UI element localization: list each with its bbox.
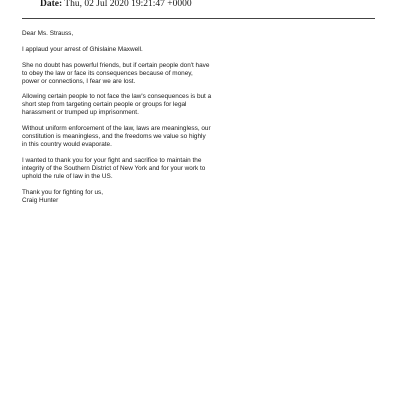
letter-paragraph-4: Without uniform enforcement of the law, laws are meaningless, our constitution is meaningless, and the freedoms we value so highly in this country would evaporate.	[22, 125, 211, 149]
letter-paragraph-1: I applaud your arrest of Ghislaine Maxwell.	[22, 45, 143, 53]
date-label: Date:	[40, 0, 63, 9]
letter-signature: Craig Hunter	[22, 196, 59, 204]
letter-closing: Thank you for fighting for us,	[22, 188, 103, 196]
letter-paragraph-2: She no doubt has powerful friends, but if certain people don't have to obey the law or face its consequences because of money, power or connections, I fear we are lost.	[22, 61, 210, 85]
letter-paragraph-5: I wanted to thank you for your fight and sacrifice to maintain the integrity of the Southern District of New York and for your work to uphold the rule of law in the US.	[22, 156, 206, 180]
date-value: Thu, 02 Jul 2020 19:21:47 +0000	[64, 0, 192, 9]
header-divider	[22, 18, 375, 19]
letter-body	[22, 30, 382, 213]
letter-greeting: Dear Ms. Strauss,	[22, 30, 74, 37]
letter-paragraph-3: Allowing certain people to not face the law's consequences is but a short step from targeting certain people or groups for legal harassment or trumped up imprisonment.	[22, 93, 212, 117]
email-date-header	[40, 0, 192, 10]
